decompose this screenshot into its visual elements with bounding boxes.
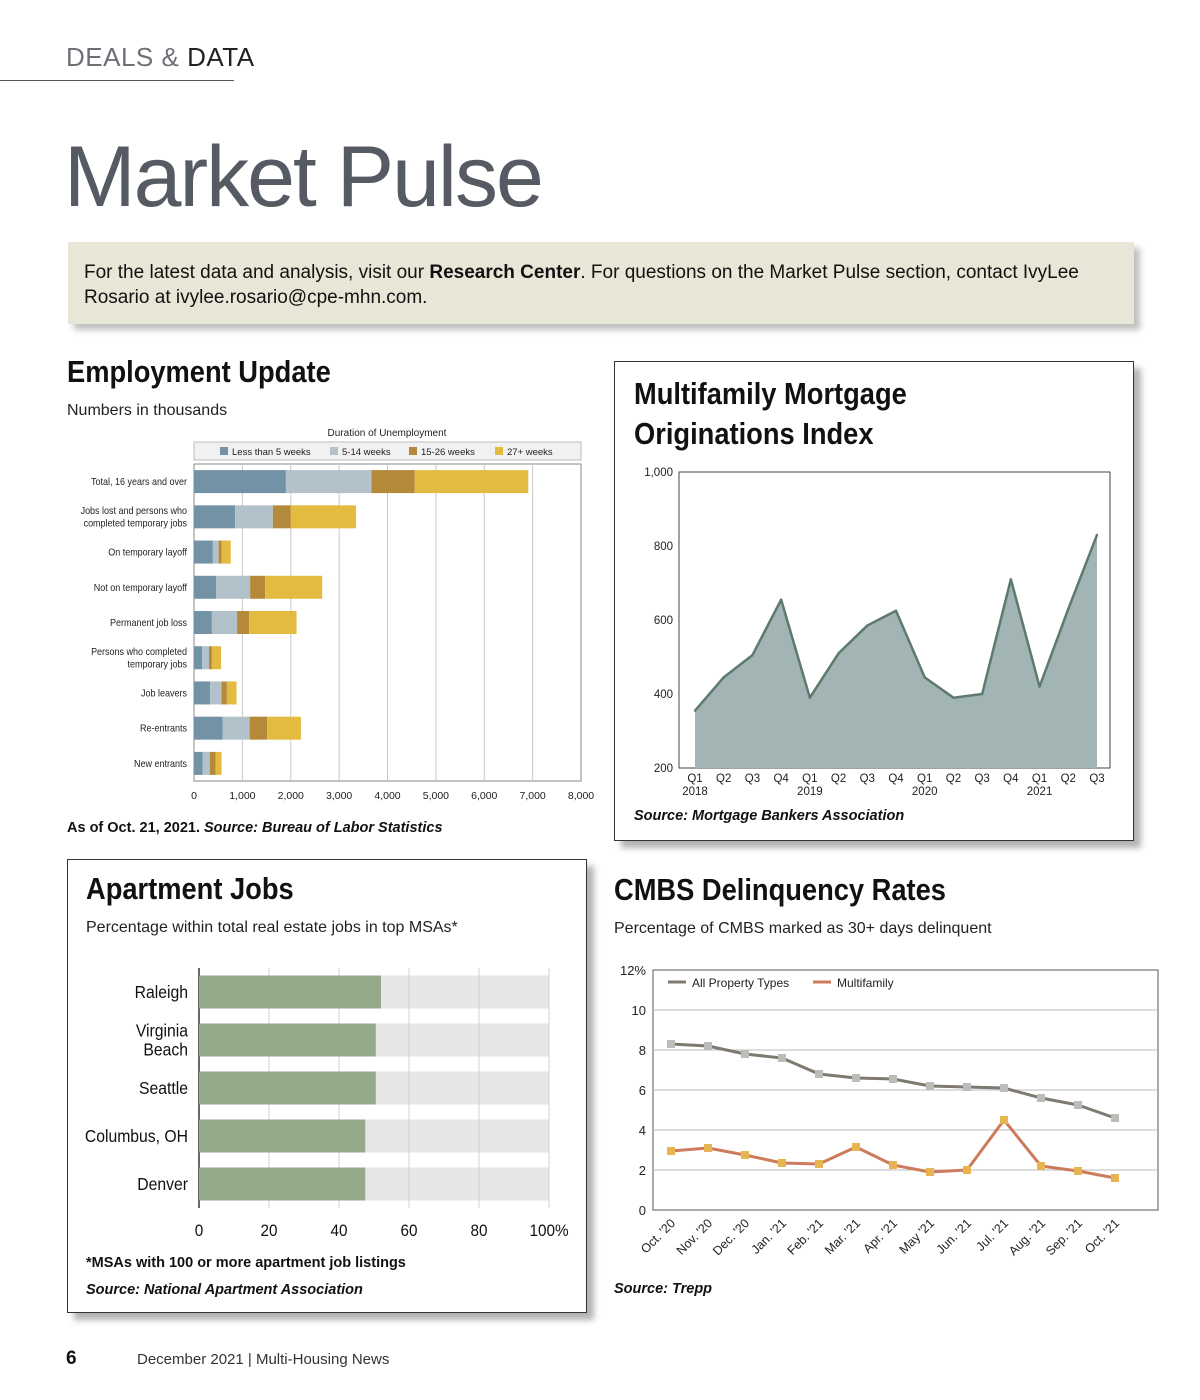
cmbs-y-tick: 2 xyxy=(638,1163,646,1178)
employment-bar-segment xyxy=(194,681,210,704)
cmbs-x-tick: Mar. '21 xyxy=(822,1216,864,1258)
employment-category-label: Re-entrants xyxy=(140,723,187,735)
cmbs-point xyxy=(778,1054,786,1062)
employment-x-tick: 1,000 xyxy=(229,790,256,802)
employment-bar-segment xyxy=(194,505,235,528)
apartment-x-ticks xyxy=(195,1221,569,1240)
apartment-panel xyxy=(67,859,587,1313)
mortgage-point xyxy=(780,598,782,600)
apartment-bar xyxy=(199,1024,376,1057)
cmbs-point xyxy=(704,1042,712,1050)
employment-bar-segment xyxy=(250,576,265,599)
mortgage-source xyxy=(634,808,904,824)
cmbs-x-tick: Feb. '21 xyxy=(784,1216,827,1258)
employment-bar-segment xyxy=(286,470,372,493)
cmbs-point xyxy=(815,1070,823,1078)
apartment-category-label: Denver xyxy=(137,1174,188,1195)
employment-bar-segment xyxy=(237,611,249,634)
cmbs-x-tick: Oct. '20 xyxy=(638,1216,679,1257)
cmbs-point xyxy=(1111,1174,1119,1182)
mortgage-point xyxy=(981,693,983,695)
cmbs-x-tick: Apr. '21 xyxy=(860,1216,901,1256)
employment-bar-segment xyxy=(213,541,219,564)
apartment-category-label: Raleigh xyxy=(134,982,188,1003)
mortgage-y-tick: 400 xyxy=(653,689,673,701)
cmbs-x-tick: Dec. '20 xyxy=(710,1216,753,1259)
cmbs-y-tick: 4 xyxy=(638,1123,646,1138)
employment-bar-segment xyxy=(267,717,301,740)
mortgage-point xyxy=(924,676,926,678)
mortgage-year-label: 2019 xyxy=(797,786,823,797)
cmbs-y-tick: 12% xyxy=(619,963,646,978)
cmbs-point xyxy=(963,1166,971,1174)
cmbs-point xyxy=(1074,1101,1082,1109)
page-number: 6 xyxy=(66,1348,77,1369)
employment-bar-segment xyxy=(235,505,273,528)
employment-category-label: Persons who completed xyxy=(91,646,187,659)
apartment-bar xyxy=(199,1072,376,1105)
employment-bar-segment xyxy=(291,505,356,528)
cmbs-point xyxy=(1037,1162,1045,1170)
cmbs-title: CMBS Delinquency Rates xyxy=(614,872,946,907)
employment-bar-segment xyxy=(265,576,322,599)
employment-category-label: On temporary layoff xyxy=(108,547,187,559)
cmbs-x-tick: Jul. '21 xyxy=(973,1216,1012,1254)
cmbs-point xyxy=(741,1151,749,1159)
section-tag-deals: DEALS & xyxy=(66,42,188,72)
apartment-category-label: Beach xyxy=(143,1039,188,1060)
cmbs-x-tick: May '21 xyxy=(896,1216,938,1257)
section-divider xyxy=(0,80,234,81)
mortgage-x-tick: Q1 xyxy=(802,773,818,785)
mortgage-title-line2: Originations Index xyxy=(634,416,874,451)
employment-title: Employment Update xyxy=(67,354,331,389)
cmbs-point xyxy=(815,1160,823,1168)
employment-x-tick: 8,000 xyxy=(567,790,595,802)
cmbs-point xyxy=(889,1161,897,1169)
mortgage-y-tick: 800 xyxy=(653,541,673,553)
mortgage-title xyxy=(634,374,907,454)
mortgage-x-tick: Q3 xyxy=(859,773,875,785)
mortgage-point xyxy=(895,610,897,612)
employment-category-label: completed temporary jobs xyxy=(83,518,187,530)
employment-bar-segment xyxy=(222,681,227,704)
mortgage-panel xyxy=(614,361,1134,841)
mortgage-year-label: 2020 xyxy=(911,786,938,797)
employment-category-label: Not on temporary layoff xyxy=(93,582,187,594)
cmbs-subtitle: Percentage of CMBS marked as 30+ days delinquent xyxy=(614,920,992,937)
apartment-bar xyxy=(199,1120,365,1153)
cmbs-point xyxy=(926,1168,934,1176)
mortgage-x-tick: Q1 xyxy=(1031,773,1048,785)
apartment-category-label: Virginia xyxy=(135,1020,188,1041)
employment-source-name: Source: Bureau of Labor Statistics xyxy=(204,820,443,836)
mortgage-year-label: 2021 xyxy=(1026,786,1053,797)
mortgage-x-tick: Q3 xyxy=(1089,773,1105,785)
employment-category-label: Permanent job loss xyxy=(110,617,187,630)
cmbs-x-tick: Aug. '21 xyxy=(1006,1216,1049,1259)
cmbs-point xyxy=(1074,1167,1082,1175)
page-title: Market Pulse xyxy=(64,129,542,225)
cmbs-point xyxy=(963,1083,971,1091)
cmbs-point xyxy=(667,1147,675,1155)
employment-x-tick: 4,000 xyxy=(374,790,401,802)
apartment-bar xyxy=(199,976,381,1009)
employment-bar-segment xyxy=(194,717,223,740)
mortgage-x-tick: Q4 xyxy=(1003,773,1019,785)
cmbs-point xyxy=(1111,1114,1119,1122)
apartment-bar xyxy=(199,1168,365,1201)
apartment-x-tick: 40 xyxy=(330,1221,348,1241)
cmbs-x-tick: Nov. '20 xyxy=(673,1216,716,1258)
cmbs-point xyxy=(1000,1116,1008,1124)
mortgage-point xyxy=(866,624,868,626)
employment-x-tick: 2,000 xyxy=(277,790,304,802)
cmbs-y-tick: 10 xyxy=(631,1003,646,1018)
research-center-link[interactable]: Research Center xyxy=(429,262,581,283)
apartment-subtitle: Percentage within total real estate jobs in top MSAs* xyxy=(86,919,458,936)
employment-category-label: Jobs lost and persons who xyxy=(80,505,187,518)
cmbs-legend xyxy=(668,976,894,990)
employment-category-label: Job leavers xyxy=(141,688,187,700)
employment-x-tick: 6,000 xyxy=(471,790,498,802)
mortgage-point xyxy=(1038,685,1040,687)
employment-legend-swatch xyxy=(495,447,503,455)
apartment-category-label: Seattle xyxy=(139,1078,188,1099)
mortgage-x-tick: Q2 xyxy=(945,773,962,785)
mortgage-y-tick: 1,000 xyxy=(644,467,673,479)
employment-source-date: As of Oct. 21, 2021. xyxy=(67,820,205,836)
cmbs-x-tick: Oct. '21 xyxy=(1082,1216,1123,1257)
mortgage-y-tick: 600 xyxy=(653,615,673,627)
info-text-pre: For the latest data and analysis, visit our xyxy=(84,262,430,283)
apartment-source-name: Source: National Apartment Association xyxy=(86,1282,363,1298)
employment-x-ticks xyxy=(191,790,594,802)
info-text-post: . For questions on the Market Pulse section, contact IvyLee Rosario at ivylee.rosario@cpe-mhn.com. xyxy=(84,262,1079,308)
apartment-category-labels xyxy=(85,982,189,1194)
employment-bar-segment xyxy=(227,681,237,704)
employment-bar-segment xyxy=(372,470,415,493)
employment-category-label: temporary jobs xyxy=(127,659,187,671)
employment-bar-segment xyxy=(219,541,222,564)
mortgage-point xyxy=(1096,534,1098,536)
apartment-x-tick: 80 xyxy=(470,1221,488,1241)
footer-text: December 2021 | Multi-Housing News xyxy=(137,1351,390,1368)
employment-bar-segment xyxy=(194,752,203,775)
cmbs-grid xyxy=(653,970,1158,1210)
info-text xyxy=(84,260,1124,310)
employment-bar-segment xyxy=(210,681,222,704)
apartment-x-tick: 0 xyxy=(194,1221,204,1241)
employment-bar-segment xyxy=(222,541,231,564)
employment-bar-segment xyxy=(212,646,221,669)
employment-bar-segment xyxy=(250,717,267,740)
employment-legend-title: Duration of Unemployment xyxy=(327,428,447,439)
info-box xyxy=(68,242,1134,324)
employment-bar-segment xyxy=(216,752,222,775)
mortgage-point xyxy=(1010,578,1012,580)
cmbs-legend-label: Multifamily xyxy=(837,976,894,990)
cmbs-y-tick: 8 xyxy=(638,1043,646,1058)
mortgage-x-tick: Q2 xyxy=(716,773,732,785)
apartment-x-tick: 60 xyxy=(400,1221,418,1241)
employment-x-tick: 7,000 xyxy=(519,790,546,802)
mortgage-x-tick: Q2 xyxy=(830,773,847,785)
employment-legend-swatch xyxy=(330,447,338,455)
mortgage-y-tick: 200 xyxy=(653,763,673,775)
cmbs-x-tick: Sep. '21 xyxy=(1043,1216,1086,1259)
employment-category-label: New entrants xyxy=(134,758,187,771)
employment-bar-segment xyxy=(194,541,213,564)
cmbs-source-name: Source: Trepp xyxy=(614,1281,713,1297)
cmbs-point xyxy=(778,1159,786,1167)
employment-x-tick: 3,000 xyxy=(325,790,353,802)
apartment-bars xyxy=(199,976,381,1201)
mortgage-year-label: 2018 xyxy=(682,786,708,797)
employment-bar-segment xyxy=(249,611,296,634)
employment-category-labels xyxy=(81,477,188,770)
employment-bar-segment xyxy=(212,611,237,634)
mortgage-point xyxy=(837,652,839,654)
apartment-x-tick: 20 xyxy=(260,1221,278,1241)
employment-x-tick: 0 xyxy=(191,790,197,802)
mortgage-point xyxy=(809,697,811,699)
employment-chart xyxy=(40,420,600,812)
cmbs-point xyxy=(704,1144,712,1152)
apartment-x-tick: 100% xyxy=(529,1221,569,1241)
employment-legend-swatch xyxy=(220,447,228,455)
cmbs-point xyxy=(1037,1094,1045,1102)
cmbs-point xyxy=(667,1040,675,1048)
mortgage-x-tick: Q1 xyxy=(917,773,933,785)
employment-bar-segment xyxy=(194,611,212,634)
apartment-category-label: Columbus, OH xyxy=(84,1126,188,1147)
employment-bar-segment xyxy=(210,752,216,775)
mortgage-point xyxy=(1067,608,1069,610)
employment-x-tick: 5,000 xyxy=(422,790,450,802)
cmbs-point xyxy=(852,1074,860,1082)
mortgage-title-line1: Multifamily Mortgage xyxy=(634,376,907,411)
cmbs-legend-label: All Property Types xyxy=(692,976,790,990)
section-tag-data: DATA xyxy=(187,42,255,72)
mortgage-source-name: Source: Mortgage Bankers Association xyxy=(634,808,905,824)
cmbs-x-tick: Jan. '21 xyxy=(748,1216,790,1257)
mortgage-point xyxy=(694,709,696,711)
mortgage-x-tick: Q3 xyxy=(744,773,761,785)
employment-bar-segment xyxy=(203,752,210,775)
cmbs-chart xyxy=(606,958,1166,1268)
apartment-source xyxy=(86,1282,363,1298)
employment-bar-segment xyxy=(415,470,529,493)
employment-legend-label: 5-14 weeks xyxy=(342,447,391,458)
apartment-title: Apartment Jobs xyxy=(86,871,294,906)
employment-bar-segment xyxy=(273,505,291,528)
cmbs-x-tick: Jun. '21 xyxy=(933,1216,975,1257)
section-tag xyxy=(66,42,255,73)
apartment-chart xyxy=(68,958,586,1248)
employment-bar-segment xyxy=(202,646,209,669)
cmbs-y-tick: 6 xyxy=(638,1083,646,1098)
mortgage-x-tick: Q1 xyxy=(687,773,703,785)
employment-legend-label: Less than 5 weeks xyxy=(232,447,311,458)
mortgage-point xyxy=(952,697,954,699)
employment-bar-segment xyxy=(194,576,216,599)
employment-category-label: Total, 16 years and over xyxy=(91,476,187,489)
employment-legend-label: 27+ weeks xyxy=(507,447,553,458)
employment-subtitle: Numbers in thousands xyxy=(67,402,228,419)
mortgage-x-tick: Q3 xyxy=(974,773,990,785)
cmbs-source xyxy=(614,1281,712,1297)
cmbs-point xyxy=(1000,1084,1008,1092)
employment-bar-segment xyxy=(194,646,202,669)
employment-bar-segment xyxy=(194,470,286,493)
cmbs-point xyxy=(889,1075,897,1083)
mortgage-point xyxy=(723,676,725,678)
employment-bar-segment xyxy=(209,646,212,669)
employment-source xyxy=(67,820,443,836)
mortgage-x-tick: Q4 xyxy=(888,773,904,785)
mortgage-chart xyxy=(615,457,1133,797)
cmbs-point xyxy=(741,1050,749,1058)
employment-legend-swatch xyxy=(409,447,417,455)
cmbs-point xyxy=(926,1082,934,1090)
mortgage-x-tick: Q4 xyxy=(773,773,789,785)
apartment-footnote: *MSAs with 100 or more apartment job listings xyxy=(86,1255,406,1271)
mortgage-point xyxy=(751,654,753,656)
cmbs-y-tick: 0 xyxy=(638,1203,646,1218)
mortgage-x-tick: Q2 xyxy=(1060,773,1076,785)
employment-legend-label: 15-26 weeks xyxy=(421,447,475,458)
employment-bar-segment xyxy=(216,576,250,599)
cmbs-point xyxy=(852,1143,860,1151)
employment-bar-segment xyxy=(223,717,250,740)
